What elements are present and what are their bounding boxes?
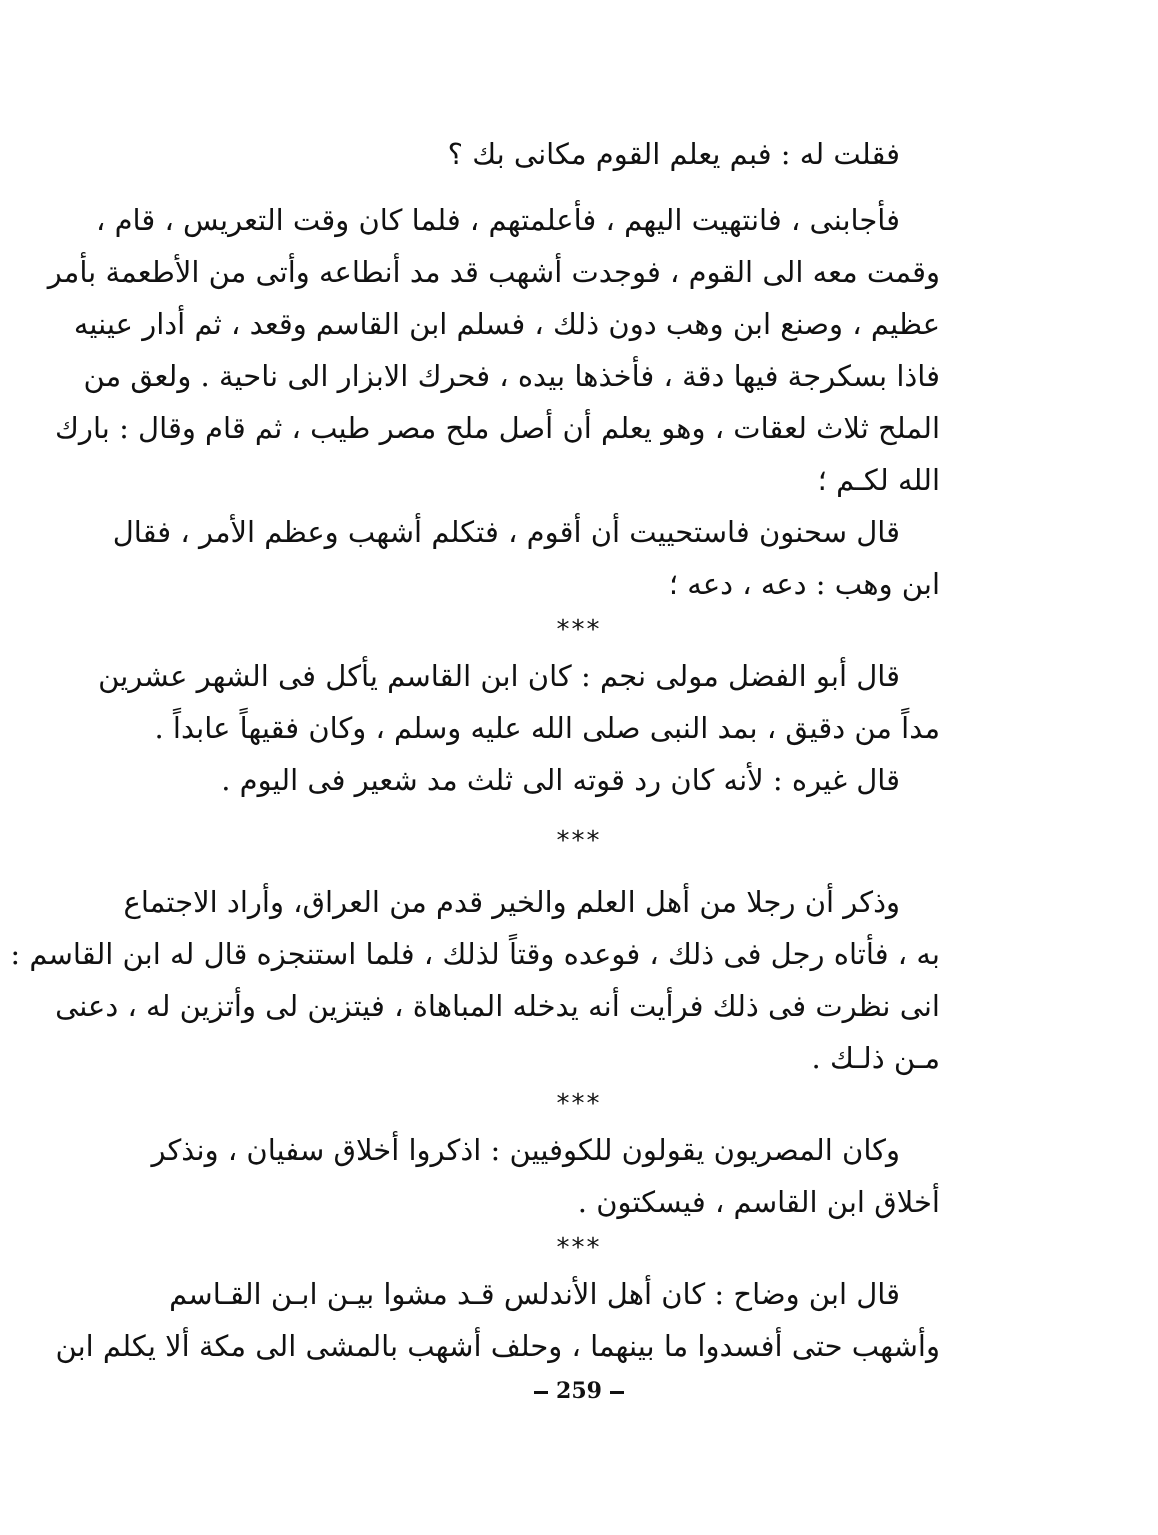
page-number-value: 259 xyxy=(556,1378,602,1404)
text-line: ابن وهب : دعه ، دعه ؛ xyxy=(668,567,940,601)
text-line: فأجابنى ، فانتهيت اليهم ، فأعلمتهم ، فلما كان وقت التعريس ، قام ، xyxy=(96,203,900,237)
section-separator: *** xyxy=(556,1233,602,1263)
text-line: عظيم ، وصنع ابن وهب دون ذلك ، فسلم ابن القاسم وقعد ، ثم أدار عينيه xyxy=(73,307,940,341)
text-line: قال ابن وضاح : كان أهل الأندلس قـد مشوا بيـن ابـن القـاسم xyxy=(169,1277,900,1311)
section-separator: *** xyxy=(556,826,602,856)
text-line: وذكر أن رجلا من أهل العلم والخير قدم من العراق، وأراد الاجتماع xyxy=(123,885,900,919)
section-separator: *** xyxy=(556,1089,602,1119)
text-line: وكان المصريون يقولون للكوفيين : اذكروا أخلاق سفيان ، ونذكر xyxy=(151,1133,900,1167)
text-line: به ، فأتاه رجل فى ذلك ، فوعده وقتاً لذلك ، فلما استنجزه قال له ابن القاسم : xyxy=(10,937,940,971)
text-line: فاذا بسكرجة فيها دقة ، فأخذها بيده ، فحرك الابزار الى ناحية . ولعق من xyxy=(83,359,940,393)
text-line: قال سحنون فاستحييت أن أقوم ، فتكلم أشهب وعظم الأمر ، فقال xyxy=(112,515,900,549)
text-line: قال غيره : لأنه كان رد قوته الى ثلث مد شعير فى اليوم . xyxy=(221,763,900,797)
page-body xyxy=(10,128,940,1372)
text-line: أخلاق ابن القاسم ، فيسكتون . xyxy=(577,1185,940,1219)
dash-left xyxy=(534,1391,548,1394)
dash-right xyxy=(610,1391,624,1394)
page-number xyxy=(0,1378,1158,1404)
text-line: مـن ذلـك . xyxy=(811,1041,940,1075)
text-line: قال أبو الفضل مولى نجم : كان ابن القاسم يأكل فى الشهر عشرين xyxy=(98,659,900,693)
text-line: انى نظرت فى ذلك فرأيت أنه يدخله المباهاة ، فيتزين لى وأتزين له ، دعنى xyxy=(55,989,940,1023)
section-separator: *** xyxy=(556,615,602,645)
text-line: وقمت معه الى القوم ، فوجدت أشهب قد مد أنطاعه وأتى من الأطعمة بأمر xyxy=(47,255,940,289)
text-line: وأشهب حتى أفسدوا ما بينهما ، وحلف أشهب بالمشى الى مكة ألا يكلم ابن xyxy=(55,1329,940,1363)
text-line: فقلت له : فبم يعلم القوم مكانى بك ؟ xyxy=(447,137,900,171)
text-line: الله لكـم ؛ xyxy=(817,463,940,497)
text-line: مداً من دقيق ، بمد النبى صلى الله عليه وسلم ، وكان فقيهاً عابداً . xyxy=(154,711,940,745)
text-line: الملح ثلاث لعقات ، وهو يعلم أن أصل ملح مصر طيب ، ثم قام وقال : بارك xyxy=(55,411,940,445)
